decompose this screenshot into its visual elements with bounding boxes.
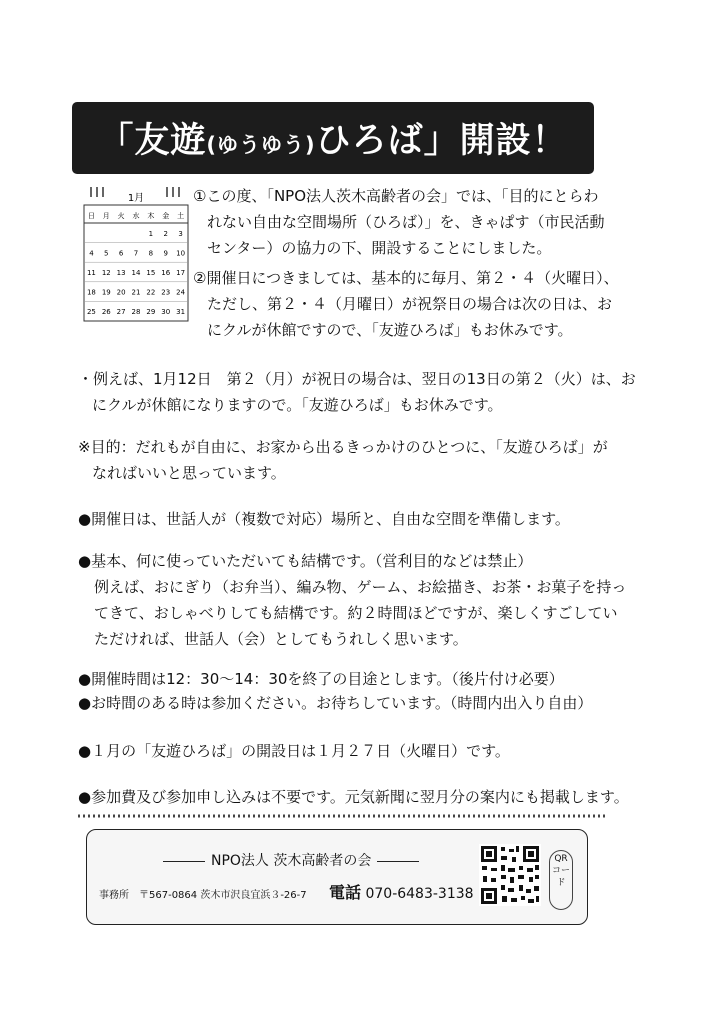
calendar-day: 22	[146, 288, 156, 297]
bullet-venue: ●開催日は、世話人が（複数で対応）場所と、自由な空間を準備します。	[78, 510, 570, 528]
calendar-weekday: 月	[102, 212, 110, 220]
calendar-day: 1	[148, 229, 154, 238]
calendar-day: 10	[176, 249, 186, 258]
calendar-day: 13	[116, 269, 126, 277]
calendar-day: 26	[101, 308, 111, 317]
bullet-january: ●１月の「友遊ひろば」の開設日は１月２７日（火曜日）です。	[78, 742, 510, 760]
tel-number: 070-6483-3138	[365, 886, 474, 902]
calendar-day: 7	[133, 249, 139, 258]
calendar-weekday: 日	[87, 212, 95, 220]
calendar-day: 8	[148, 249, 154, 258]
bullet-use-line3: てきて、おしゃべりしても結構です。約２時間ほどですが、楽しくすごしてい	[94, 604, 618, 622]
calendar-icon	[83, 183, 189, 323]
calendar-day: 9	[163, 249, 168, 258]
calendar-day: 31	[176, 308, 186, 317]
calendar-day: 19	[101, 288, 111, 297]
calendar-day: 28	[131, 308, 141, 317]
banner-part3: ひろば」開設！	[315, 121, 568, 161]
item1-line1: ①この度、「NPO法人茨木高齢者の会」では、「目的にとらわ	[193, 187, 599, 205]
calendar-day: 30	[161, 308, 171, 317]
purpose-line1: ※目的：だれもが自由に、お家から出るきっかけのひとつに、「友遊ひろば」が	[78, 438, 608, 456]
calendar-weekday: 木	[147, 212, 155, 220]
bullet-use-line1: ●基本、何に使っていただいても結構です。（営利目的などは禁止）	[78, 552, 533, 570]
bullet-use	[78, 548, 626, 652]
calendar-day: 4	[89, 249, 94, 258]
item1	[193, 183, 605, 261]
calendar-day: 21	[131, 288, 141, 297]
banner-title	[98, 113, 567, 163]
tel-label: 電話	[329, 883, 362, 902]
calendar-day: 2	[163, 229, 168, 238]
calendar-day: 17	[176, 269, 186, 277]
item2	[193, 265, 619, 343]
calendar-day: 23	[161, 288, 171, 297]
calendar-weekday: 金	[162, 212, 170, 220]
calendar-weekday: 火	[117, 212, 125, 220]
item2-line2: ただし、第２・４（月曜日）が祝祭日の場合は次の日は、お	[207, 295, 613, 313]
bullet-fee: ●参加費及び参加申し込みは不要です。元気新聞に翌月分の案内にも掲載します。	[78, 788, 629, 806]
bullet-use-line4: ただければ、世話人（会）としてもうれしく思います。	[94, 630, 468, 648]
dotted-divider	[78, 812, 606, 820]
calendar-day: 14	[131, 269, 141, 277]
calendar-weekday: 土	[177, 212, 185, 220]
calendar-weekday: 水	[132, 212, 140, 220]
calendar-month: 1月	[127, 193, 145, 204]
item2-line1: ②開催日につきましては、基本的に毎月、第２・４（火曜日）、	[193, 269, 619, 287]
calendar-day: 18	[86, 288, 96, 297]
calendar-day: 11	[86, 269, 96, 277]
org-line-left	[163, 861, 205, 862]
calendar-day: 15	[146, 269, 156, 277]
purpose-paragraph	[78, 434, 608, 486]
calendar-day: 29	[146, 308, 156, 317]
qr-code-icon	[479, 844, 541, 906]
item2-line3: にクルが休館ですので、「友遊ひろば」もお休みです。	[207, 321, 573, 339]
calendar-day: 3	[178, 229, 183, 238]
example-line1: ・例えば、1月12日 第２（月）が祝日の場合は、翌日の13日の第２（火）は、お	[78, 370, 636, 388]
calendar-day: 16	[161, 269, 171, 277]
bullet-join: ●お時間のある時は参加ください。お待ちしています。（時間内出入り自由）	[78, 694, 593, 712]
calendar-day: 6	[118, 249, 124, 258]
example-line2: にクルが休館になりますので。「友遊ひろば」もお休みです。	[92, 396, 503, 414]
banner-part1: 「友遊	[98, 121, 207, 161]
calendar-day: 20	[116, 288, 126, 297]
org-line-right	[377, 861, 419, 862]
bullet-time: ●開催時間は12：30～14：30を終了の目途とします。（後片付け必要）	[78, 670, 564, 688]
footer-org	[157, 850, 425, 870]
banner-reading: (ゆうゆう)	[206, 133, 316, 157]
bullet-use-line2: 例えば、おにぎり（お弁当）、編み物、ゲーム、お絵描き、お茶・お菓子を持っ	[94, 578, 627, 596]
calendar-day: 12	[101, 269, 111, 277]
calendar-day: 5	[104, 249, 109, 258]
example-paragraph	[78, 366, 636, 418]
calendar-day: 27	[116, 308, 126, 317]
item1-line3: センター）の協力の下、開設することにしました。	[207, 239, 552, 257]
footer-box	[86, 829, 588, 925]
calendar-day: 24	[176, 288, 186, 297]
item1-line2: れない自由な空間場所（ひろば）」を、きゃぱす（市民活動	[207, 213, 605, 231]
purpose-line2: なればいいと思っています。	[92, 464, 286, 482]
qr-code-label: QRコード	[549, 850, 573, 910]
calendar-day: 25	[86, 308, 96, 317]
footer-tel	[329, 880, 474, 903]
title-banner	[72, 102, 594, 174]
footer-address: 事務所 〒567-0864 茨木市沢良宜浜３-26-7	[99, 890, 307, 901]
calendar-graphic	[83, 183, 189, 323]
org-name: NPO法人 茨木高齢者の会	[211, 853, 372, 869]
